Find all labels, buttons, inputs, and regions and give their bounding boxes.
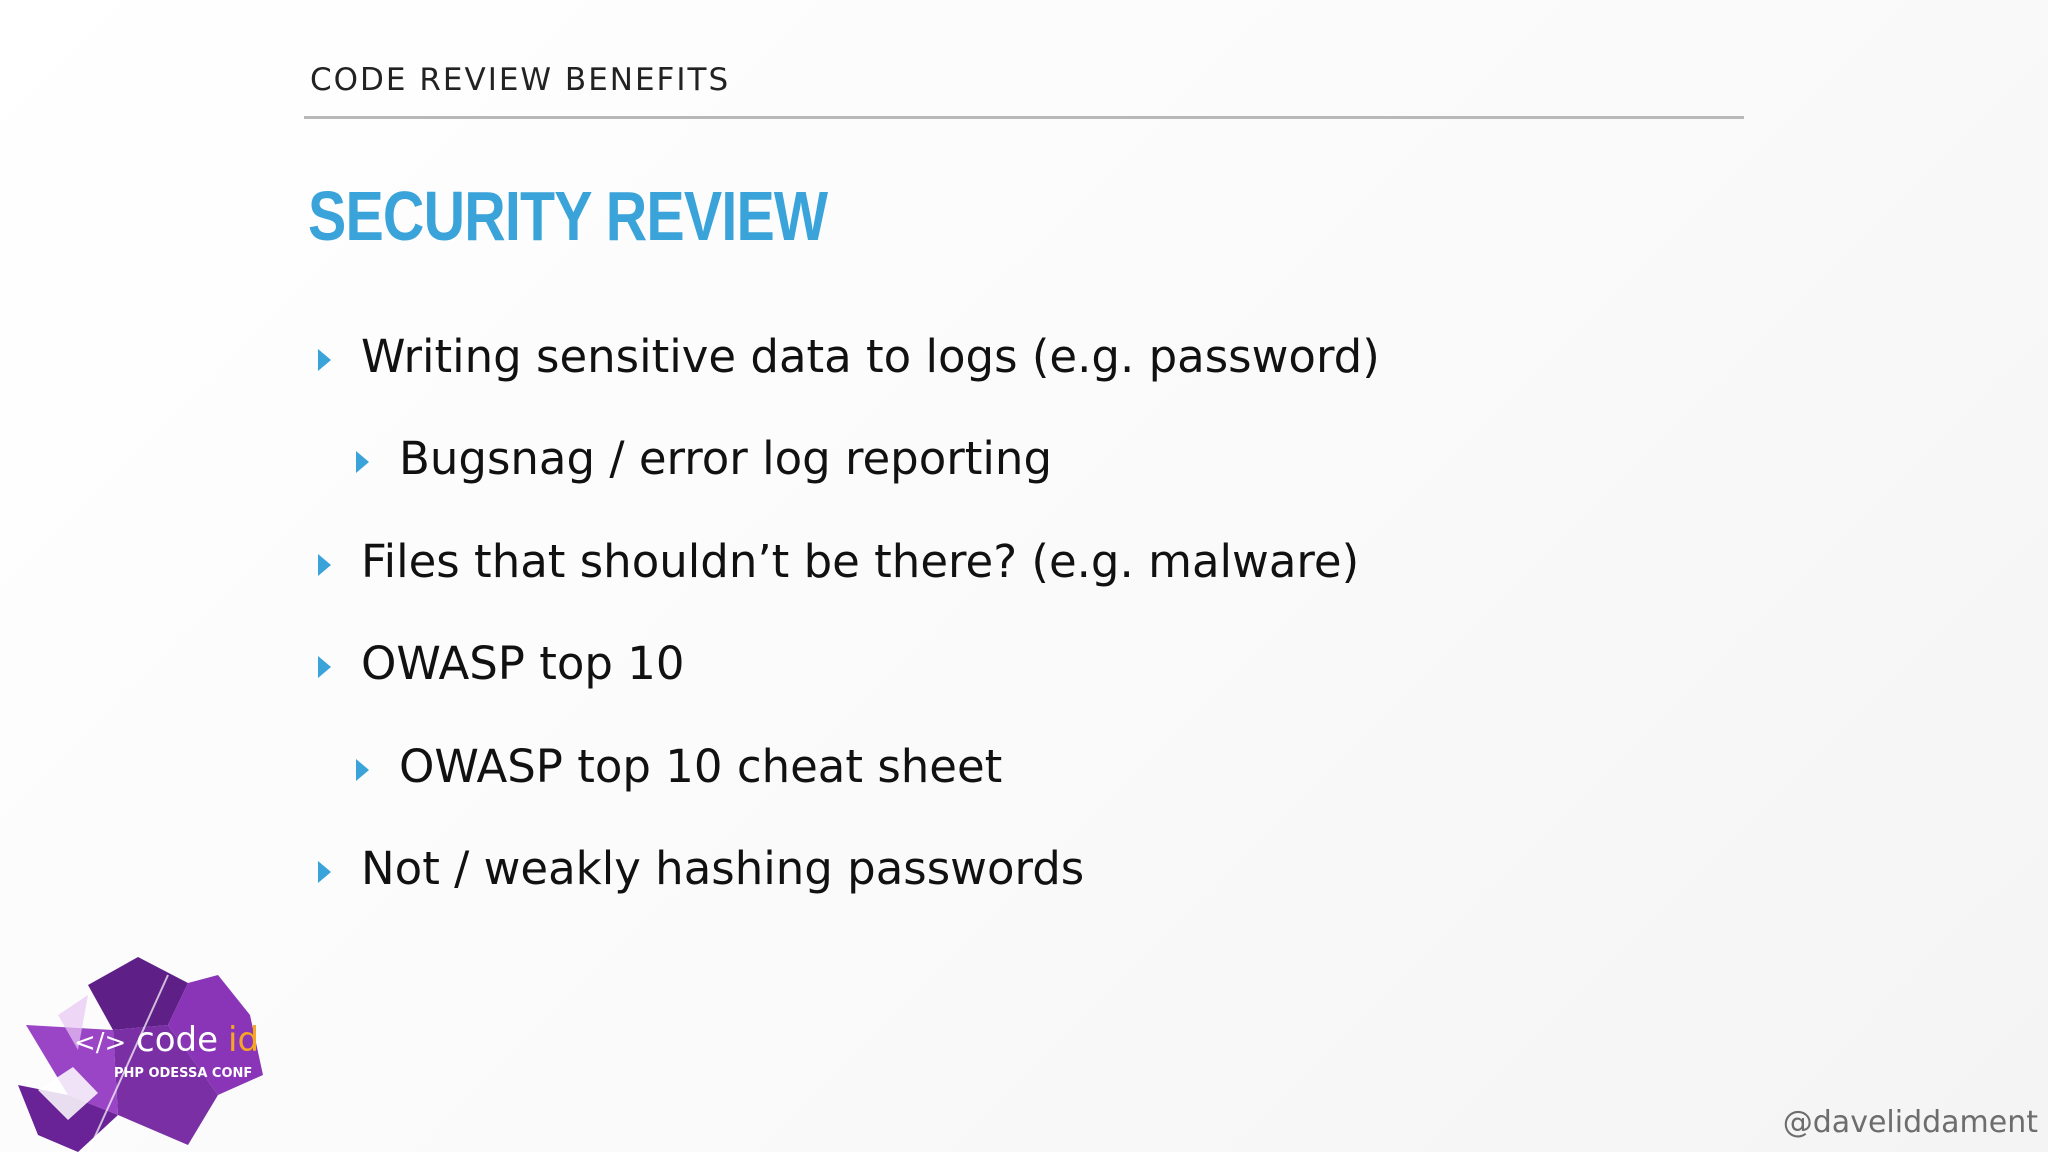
header-divider: [304, 116, 1744, 119]
bullet-text: Writing sensitive data to logs (e.g. password): [361, 330, 1380, 383]
triangle-right-icon: [318, 656, 331, 678]
bullet-text: Bugsnag / error log reporting: [399, 432, 1053, 485]
conference-logo: [18, 955, 318, 1152]
section-label: CODE REVIEW BENEFITS: [310, 62, 731, 98]
sub-bullet-item: [356, 740, 1002, 793]
triangle-right-icon: [318, 861, 331, 883]
logo-brand-main: code: [136, 1020, 218, 1060]
logo-subtitle: PHP ODESSA CONF: [114, 1066, 253, 1081]
bullet-text: Not / weakly hashing passwords: [361, 842, 1085, 895]
logo-symbol: </>: [74, 1028, 127, 1058]
bullet-text: OWASP top 10: [361, 637, 685, 690]
sub-bullet-item: [356, 432, 1052, 485]
bullet-item: [318, 535, 1359, 588]
triangle-right-icon: [356, 451, 369, 473]
logo-brand-accent: id: [228, 1020, 260, 1060]
triangle-right-icon: [356, 759, 369, 781]
bullet-text: Files that shouldn’t be there? (e.g. malware): [361, 535, 1360, 588]
bullet-item: [318, 637, 685, 690]
triangle-right-icon: [318, 349, 331, 371]
bullet-item: [318, 842, 1084, 895]
speaker-handle: @daveliddament: [1782, 1105, 2038, 1140]
triangle-right-icon: [318, 554, 331, 576]
bullet-item: [318, 330, 1380, 383]
slide-title: SECURITY REVIEW: [308, 177, 828, 255]
bullet-text: OWASP top 10 cheat sheet: [399, 740, 1003, 793]
